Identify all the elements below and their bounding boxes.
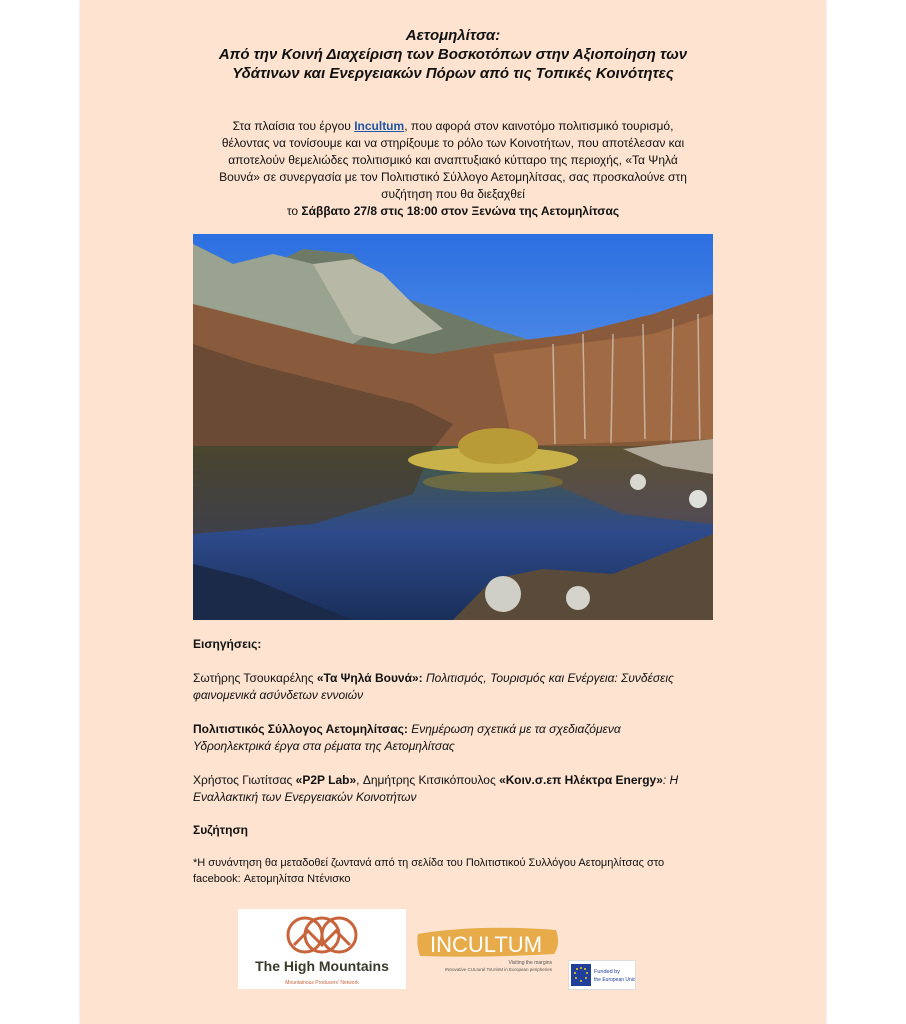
title-line-3: Υδάτινων και Ενεργειακών Πόρων από τις Τοπικές Κοινότητες — [232, 65, 674, 82]
incultum-link[interactable]: Incultum — [354, 119, 405, 133]
talk-topic: Υδροηλεκτρικά έργα στα ρέματα της Αετομηλίτσας — [193, 739, 455, 753]
incultum-subtitle: Visiting the margins — [508, 960, 552, 966]
talk-topic: Πολιτισμός, Τουρισμός και Ενέργεια: Συνδέσεις — [422, 671, 674, 685]
high-mountains-name: The High Mountains — [255, 958, 389, 974]
talks-heading: Εισηγήσεις: — [193, 637, 262, 651]
talk-1 — [193, 670, 723, 704]
speaker-org: «Κοιν.σ.επ Ηλέκτρα Energy» — [499, 773, 663, 787]
document-page — [80, 0, 826, 1024]
intro-text: αποτελούν θεμελιώδες πολιτισμικό και αναπτυξιακό κύτταρο της περιοχής, «Τα Ψηλά — [228, 153, 678, 167]
lake-photo — [193, 234, 713, 620]
date-prefix: το — [286, 204, 302, 218]
note-text: *Η συνάντηση θα μεταδοθεί ζωντανά από τη σελίδα του Πολιτιστικού Συλλόγου Αετομηλίτσας στο — [193, 857, 665, 869]
speaker-org: «P2P Lab» — [295, 773, 357, 787]
talk-topic: : Η — [662, 773, 679, 787]
title-line-1: Αετομηλίτσα: — [405, 27, 501, 44]
high-mountains-logo — [238, 909, 406, 989]
incultum-wordmark: INCULTUM — [429, 932, 543, 957]
eu-text: the European Union — [594, 977, 635, 983]
intro-text: θέλοντας να τονίσουμε και να στηρίξουμε το ρόλο των Κοινοτήτων, που αποτέλεσαν και — [221, 136, 685, 150]
talk-topic: Ενημέρωση σχετικά με τα σχεδιαζόμενα — [407, 722, 621, 736]
talk-topic: Εναλλακτική των Ενεργειακών Κοινοτήτων — [193, 790, 417, 804]
intro-text: συζήτηση που θα διεξαχθεί — [381, 187, 525, 201]
high-mountains-subtitle: Mountainous Producers' Network — [285, 980, 359, 986]
intro-text: Στα πλαίσια του έργου — [232, 119, 355, 133]
event-date: Σάββατο 27/8 στις 18:00 στον Ξενώνα της Αετομηλίτσας — [301, 204, 620, 218]
talk-topic: φαινομενικά ασύνδετων εννοιών — [193, 688, 364, 702]
incultum-subtitle: INnovative CULtural ToUrisM in European peripheries — [445, 967, 552, 972]
intro-text: , που αφορά στον καινοτόμο πολιτισμικό τουρισμό, — [404, 119, 674, 133]
speaker-name: , Δημήτρης Κιτσικόπουλος — [356, 773, 500, 787]
broadcast-note — [193, 855, 723, 887]
note-text: facebook: Αετομηλίτσα Ντένισκο — [193, 873, 351, 885]
intro-text: Βουνά» σε συνεργασία με τον Πολιτιστικό Σύλλογο Αετομηλίτσας, σας προσκαλούνε στη — [219, 170, 687, 184]
talk-3 — [193, 772, 723, 806]
talk-2 — [193, 721, 723, 755]
speaker-org: Πολιτιστικός Σύλλογος Αετομηλίτσας: — [193, 722, 408, 736]
speaker-name: Σωτήρης Τσουκαρέλης — [193, 671, 317, 685]
eu-text: Funded by — [594, 969, 620, 975]
eu-funding-logo — [568, 960, 636, 990]
speaker-name: Χρήστος Γιωτίτσας — [193, 773, 296, 787]
discussion-heading: Συζήτηση — [193, 823, 248, 837]
title-line-2: Από την Κοινή Διαχείριση των Βοσκοτόπων στην Αξιοποίηση των — [218, 46, 688, 63]
intro-paragraph — [190, 118, 716, 220]
speaker-org: «Τα Ψηλά Βουνά»: — [316, 671, 423, 685]
